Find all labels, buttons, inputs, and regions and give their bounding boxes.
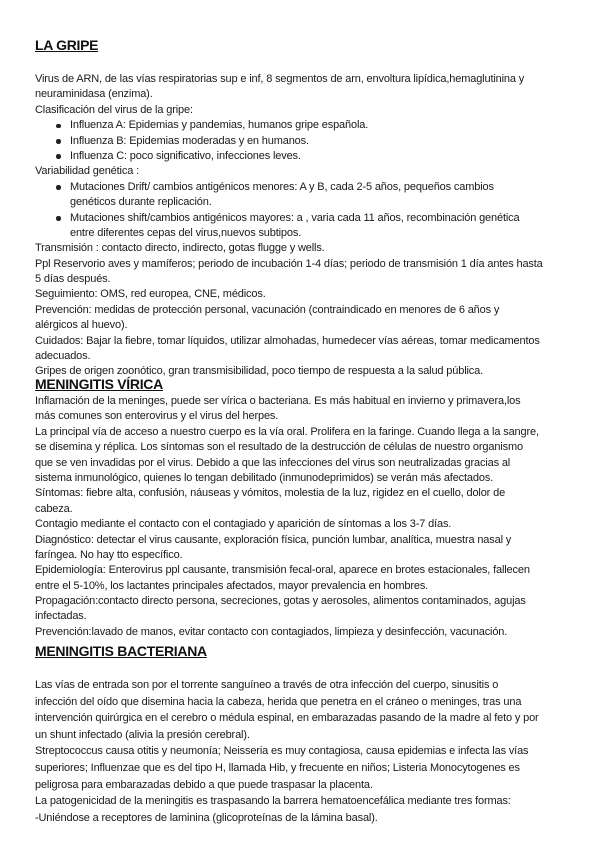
line-text: Cuidados: Bajar la fiebre, tomar líquidos, utilizar almohadas, humedecer vías aéreas, tomar medicamentos (35, 334, 540, 347)
text-line (35, 425, 580, 440)
text-line (35, 471, 580, 486)
text-line (35, 195, 580, 210)
line-text: entre el 5-10%, los lactantes principales afectados, mayor prevalencia en hombres. (35, 579, 429, 592)
text-line (35, 318, 580, 333)
line-text: que se ven invadidas por el virus. Debido a que las infecciones del virus son neutralizadas gracias al (35, 456, 511, 469)
text-line (35, 409, 580, 424)
text-line (35, 777, 580, 794)
line-text: Ppl Reservorio aves y mamíferos; periodo de incubación 1-4 días; periodo de transmisión 1 día antes hasta (35, 257, 543, 270)
text-line (35, 625, 580, 640)
line-text: sistema inmunológico, quienes lo tengan debilitado (inmunodeprimidos) se verán más afectados. (35, 471, 494, 484)
text-line (35, 609, 580, 624)
line-text: Contagio mediante el contacto con el contagiado y aparición de síntomas a los 3-7 días. (35, 518, 452, 531)
section-body (35, 394, 580, 640)
line-text: Epidemiología: Enterovirus ppl causante, transmisión fecal-oral, aparece en brotes estacionales, fallecen (35, 564, 530, 577)
text-line (35, 760, 580, 777)
text-line (35, 103, 580, 118)
text-line (35, 563, 580, 578)
text-line (35, 743, 580, 760)
line-text: Prevención: medidas de protección personal, vacunación (contraindicado en menores de 6 años y (35, 303, 500, 316)
line-text: Diagnóstico: detectar el virus causante, exploración física, punción lumbar, analítica, muestra nasal y (35, 533, 512, 546)
line-text: Influenza B: Epidemias moderadas y en humanos. (70, 134, 309, 147)
section-body (35, 677, 580, 826)
text-line (35, 548, 580, 563)
bullet-icon (56, 124, 61, 129)
line-text: superiores; Influenzae que es del tipo H, llamada Hib, y frecuente en niños; Listeria Monocytogenes es (35, 761, 520, 774)
text-line (35, 334, 580, 349)
text-line (35, 164, 580, 179)
bullet-icon (56, 154, 61, 159)
line-text: se disemina y réplica. Los síntomas son el resultado de la destrucción de células de nuestro organismo (35, 441, 523, 454)
text-line (35, 793, 580, 810)
line-text: Inflamación de la meninges, puede ser vírica o bacteriana. Es más habitual en invierno y primavera,los (35, 395, 521, 407)
line-text: La patogenicidad de la meningitis es traspasando la barrera hematoencefálica mediante tres formas: (35, 795, 511, 808)
line-text: infectadas. (35, 610, 87, 623)
text-line (35, 502, 580, 517)
text-line (35, 810, 580, 827)
line-text: un shunt infectado (alivia la presión cerebral). (35, 728, 250, 741)
line-text: Mutaciones Drift/ cambios antigénicos menores: A y B, cada 2-5 años, pequeños cambios (70, 180, 494, 193)
line-text: alérgicos al huevo). (35, 319, 128, 332)
line-text: Influenza C: poco significativo, infecciones leves. (70, 149, 301, 162)
text-line (35, 257, 580, 272)
line-text: cabeza. (35, 502, 73, 515)
text-line (35, 677, 580, 694)
line-text: faríngea. No hay tto específico. (35, 548, 183, 561)
bullet-icon (56, 216, 61, 221)
text-line (35, 72, 580, 87)
text-line (35, 241, 580, 256)
text-line (35, 349, 580, 364)
line-text: Variabilidad genética : (35, 165, 139, 178)
line-text: 5 días después. (35, 273, 111, 286)
text-line (35, 533, 580, 548)
line-text: Streptococcus causa otitis y neumonía; Neisseria es muy contagiosa, causa epidemias e infecta las vías (35, 745, 529, 758)
line-text: Gripes de origen zoonótico, gran transmisibilidad, poco tiempo de respuesta a la salud pública. (35, 365, 484, 378)
text-line (35, 594, 580, 609)
line-text: Virus de ARN, de las vías respiratorias sup e inf, 8 segmentos de arn, envoltura lipídica,hemaglutinina y (35, 73, 525, 85)
line-text: La principal vía de acceso a nuestro cuerpo es la vía oral. Prolifera en la faringe. Cuando llega a la sangre, (35, 425, 539, 438)
section-heading: LA GRIPE (35, 37, 99, 53)
text-line (35, 486, 580, 501)
line-text: Propagación:contacto directo persona, secreciones, gotas y aerosoles, alimentos contaminados, agujas (35, 595, 526, 608)
line-text: Mutaciones shift/cambios antigénicos mayores: a , varia cada 11 años, recombinación genética (70, 211, 520, 224)
text-line (35, 440, 580, 455)
section-heading: MENINGITIS VÍRICA (35, 376, 163, 392)
line-text: entre diferentes cepas del virus,nuevos subtipos. (70, 226, 302, 239)
text-line (35, 272, 580, 287)
line-text: adecuados. (35, 350, 91, 363)
text-line (35, 303, 580, 318)
line-text: Clasificación del virus de la gripe: (35, 103, 193, 116)
text-line (35, 727, 580, 744)
text-line (35, 394, 580, 409)
line-text: Influenza A: Epidemias y pandemias, humanos gripe española. (70, 119, 369, 132)
line-text: neuraminidasa (enzima). (35, 88, 153, 101)
line-text: peligrosa para embarazadas debido a que puede traspasar la placenta. (35, 778, 373, 791)
bullet-icon (56, 139, 61, 144)
text-line (35, 87, 580, 102)
line-text: Prevención:lavado de manos, evitar contacto con contagiados, limpieza y desinfección, vacunación. (35, 625, 508, 638)
line-text: intervención quirúrgica en el cerebro o médula espinal, en embarazadas pasando de la madre al feto y por (35, 712, 539, 725)
line-text: genéticos durante replicación. (70, 196, 212, 209)
text-line (35, 579, 580, 594)
bullet-item (35, 118, 580, 133)
section-la-gripe (35, 36, 580, 380)
section-body (35, 72, 580, 380)
text-line (35, 287, 580, 302)
bullet-item (35, 149, 580, 164)
bullet-item (35, 211, 580, 226)
text-line (35, 694, 580, 711)
text-line (35, 710, 580, 727)
line-text: -Uniéndose a receptores de laminina (glicoproteínas de la lámina basal). (35, 811, 378, 824)
bullet-icon (56, 185, 61, 190)
line-text: más comunes son enterovirus y el virus del herpes. (35, 410, 279, 423)
section-heading: MENINGITIS BACTERIANA (35, 643, 207, 659)
section-meningitis-virica (35, 375, 580, 640)
line-text: Seguimiento: OMS, red europea, CNE, médicos. (35, 288, 266, 301)
bullet-item (35, 134, 580, 149)
line-text: Transmisión : contacto directo, indirecto, gotas flugge y wells. (35, 242, 325, 255)
text-line (35, 517, 580, 532)
line-text: Síntomas: fiebre alta, confusión, náuseas y vómitos, molestia de la luz, rigidez en el cuello, dolor de (35, 487, 506, 500)
line-text: Las vías de entrada son por el torrente sanguíneo a través de otra infección del cuerpo, sinusitis o (35, 679, 499, 691)
line-text: infección del oído que disemina hacia la cabeza, herida que penetra en el cráneo o meninges, tras una (35, 695, 522, 708)
text-line (35, 456, 580, 471)
section-meningitis-bacteriana (35, 642, 580, 826)
bullet-item (35, 180, 580, 195)
text-line (35, 226, 580, 241)
